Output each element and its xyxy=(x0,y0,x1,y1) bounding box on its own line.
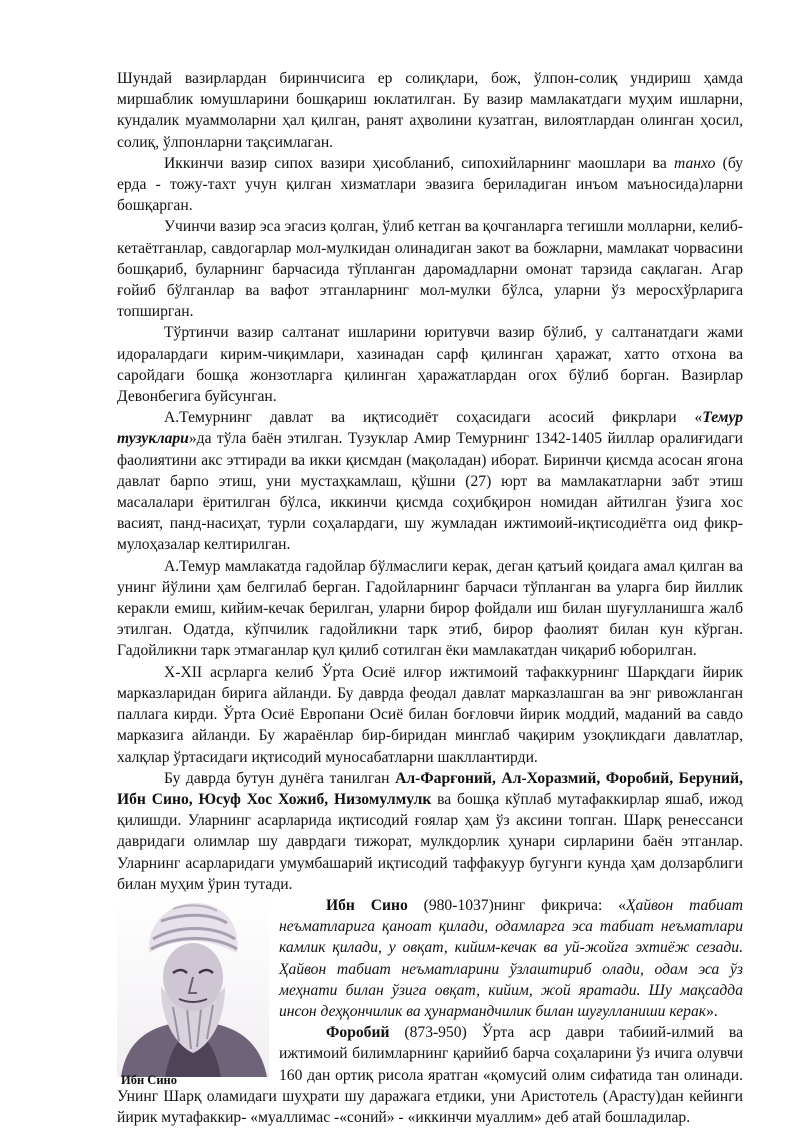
paragraph-temur-tuzuklari xyxy=(117,407,743,555)
thinkers-names: Ал-Фарғоний, Ал-Хоразмий, Форобий, Беруний, Ибн Сино, Юсуф Хос Хожиб, Низомулмулк xyxy=(117,769,743,808)
text-span: Бу даврда бутун дунёга танилган xyxy=(164,769,396,787)
portrait-caption: Ибн Сино xyxy=(121,1072,177,1087)
paragraph-thinkers xyxy=(117,768,743,895)
name-ibn-sino: Ибн Сино xyxy=(326,896,408,914)
quote-ibn-sino: Ҳайвон табиат неъматларига қаноат қилади, одамларга эса табиат неъматлари камлик қилади, у овқат, кийим-кечак ва уй-жойга эхтиёж сезади. Ҳайвон табиат неъматларини ўзлаштириб олади, одам эса ўз меҳнати билан ўзига овқат, кийим, жой яратади. Шу мақсадда инсон деҳқончилик ва ҳунармандчилик билан шуғулланиши керак xyxy=(279,896,744,1020)
document-page xyxy=(117,68,743,1128)
paragraph-beggars: А.Темур мамлакатда гадойлар бўлмаслиги керак, деган қатъий қоидага амал қилган ва унинг йўлини ҳам белгилаб берган. Гадойларнинг барчаси тўпланган ва уларга бир йиллик керакли емиш, кийим-кечак берилган, уларни бирор фойдали иш билан шуғулланишга жалб этилган. Одатда, кўпчилик гадойликни тарк этиб, бирор фаолият билан кун кўрган. Гадойликни тарк этмаганлар қул қилиб сотилган ёки мамлакатдан чиқариб юборилган. xyxy=(117,557,743,660)
portrait-image xyxy=(117,895,269,1077)
name-farobi: Форобий xyxy=(326,1024,390,1042)
text-span: ». xyxy=(706,1002,718,1020)
paragraph-fourth-vizier: Тўртинчи вазир салтанат ишларини юритувчи вазир бўлиб, у салтанатдаги жами идоралардаги кирим-чиқимлари, хазинадан сарф қилинган ҳаражат, хатто отхона ва саройдаги бошқа жонзотларга қилинган ҳаражатлардан огох бўлиб борган. Вазирлар Девонбегига буйсунган. xyxy=(117,324,743,406)
paragraph-second-vizier xyxy=(117,153,743,217)
italic-term-tankho: танхо xyxy=(674,154,716,172)
text-span: »да тўла баён этилган. Тузуклар Амир Темурнинг 1342-1405 йиллар оралиғидаги фаолиятини акс эттиради ва икки қисмдан (мақоладан) иборат. Биринчи қисмда асосан ягона давлат барпо этиш, уни мустаҳкамлаш, қўшни (27) юрт ва мамлакатларни забт этиш масалалари ёритилган бўлса, иккинчи қисмда соҳибқирон номидан айтилган ўзига хос васият, панд-насиҳат, турли соҳалардаги, шу жумладан ижтимоий-иқтисодиётга оид фикр-мулоҳазалар келтирилган. xyxy=(117,430,743,554)
title-temur-tuzuklari: Темур тузуклари xyxy=(117,409,743,448)
text-span: Иккинчи вазир сипох вазири ҳисобланиб, сипохийларнинг маошлари ва xyxy=(164,154,675,172)
text-span: (980-1037)нинг фикрича: « xyxy=(407,896,626,914)
text-span: ва бошқа кўплаб мутафаккирлар яшаб, ижод қилишди. Уларнинг асарларида иқтисодий ғоялар ҳам ўз аксини топган. Шарқ ренессанси давридаги олимлар шу даврдаги тижорат, мулкдорлик ҳунари сирларини баён этганлар. Уларнинг асарларидаги умумбашарий иқтисодий таффакуур бугунги кунда ҳам долзарблиги билан муҳим ўрин тутади. xyxy=(117,790,743,893)
paragraph-third-vizier: Учинчи вазир эса эгасиз қолган, ўлиб кетган ва қочганларга тегишли молларни, келиб-кетаётганлар, савдогарлар мол-мулкидан олинадиган закот ва божларни, мамлакат чорвасини бошқариб, буларнинг барчасида тўпланган даромадларни омонат тарзида сақлаган. Агар ғойиб бўлганлар ва вафот этганларнинг мол-мулки бўлса, уларни ўз меросхўрларига топширган. xyxy=(117,218,743,321)
text-span: А.Темурнинг давлат ва иқтисодиёт соҳасидаги асосий фикрлари « xyxy=(164,409,703,427)
paragraph-central-asia: X-XII асрларга келиб Ўрта Осиё илғор ижтимоий тафаккурнинг Шарқдаги йирик марказларидан бирига айланди. Бу даврда феодал давлат марказлашган ва энг ривожланган паллага кирди. Ўрта Осиё Европани Осиё билан боғловчи йирик моддий, маданий ва савдо марказига айланди. Бу жараёнлар бир-биридан минглаб чақирим узоқликдаги давлатлар, халқлар ўртасидаги иқтисодий муносабатларни шакллантирди. xyxy=(117,663,743,766)
text-span: (бу ерда - тожу-тахт учун қилган хизматлари эвазига бериладиган инъом маъносида)ларни бошқарган. xyxy=(117,154,743,215)
paragraph-first-vizier: Шундай вазирлардан биринчисига ер солиқлари, бож, ўлпон-солиқ ундириш ҳамда миршаблик юмушларини бошқариш юклатилган. Бу вазир мамлакатдаги муҳим ишларни, кундалик муаммоларни ҳал қилган, ранят аҳволини кузатган, вилоятлардан олинган ҳосил, солиқ, ўлпонларни тақсимлаган. xyxy=(117,70,743,151)
text-span: (873-950) Ўрта аср даври табиий-илмий ва ижтимоий билимларнинг қарийиб барча соҳаларини ўз ичига олувчи 160 дан ортиқ рисола яратган «қомусий олим сифатида тан олинади. Унинг Шарқ оламидаги шуҳрати шу даражага етдики, уни Аристотель (Арасту)дан кейинги йирик мутафаккир- «муаллимас -«соний» - «иккинчи муаллим» деб атай бошладилар. xyxy=(117,1024,743,1126)
ibn-sino-portrait xyxy=(117,895,269,1085)
